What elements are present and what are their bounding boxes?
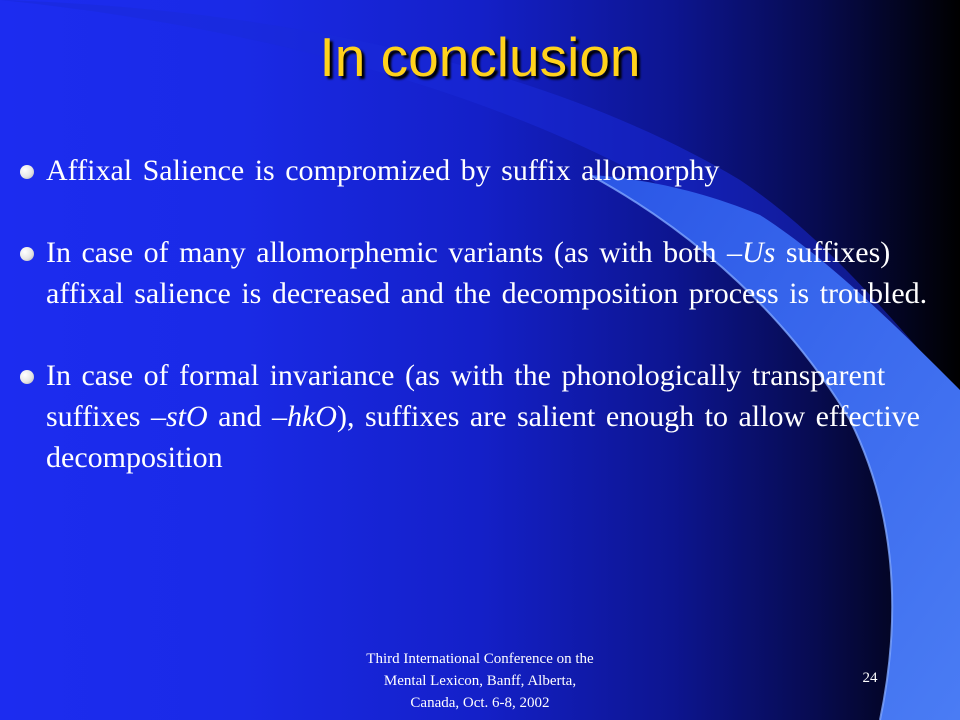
bullet-icon bbox=[20, 247, 34, 261]
footer-line: Third International Conference on the bbox=[366, 651, 594, 667]
bullet-item bbox=[20, 355, 950, 478]
bullet-text-segment: and bbox=[207, 400, 272, 433]
slide-title: In conclusion bbox=[319, 26, 641, 88]
bullet-text-segment: –hkO bbox=[271, 400, 337, 433]
bullet-list bbox=[20, 150, 950, 519]
footer-line: Canada, Oct. 6-8, 2002 bbox=[410, 695, 550, 711]
bullet-text-segment: Affixal Salience is compromized by suffix allomorphy bbox=[46, 154, 720, 187]
page-number: 24 bbox=[862, 670, 878, 686]
footer-line: Mental Lexicon, Banff, Alberta, bbox=[383, 673, 577, 689]
bullet-text-segment: In case of formal invariance (as with the phonologically transparent suffixes bbox=[46, 359, 886, 433]
bullet-item bbox=[20, 232, 950, 314]
bullet-text-segment: suffixes) affixal salience is decreased and the decomposition process is troubled. bbox=[46, 236, 928, 310]
bullet-text-segment: –stO bbox=[150, 400, 208, 433]
bullet-text-segment: In case of many allomorphemic variants (as with both bbox=[46, 236, 727, 269]
bullet-text-segment: –Us bbox=[726, 236, 776, 269]
footer bbox=[300, 648, 660, 714]
bullet-icon bbox=[20, 370, 34, 384]
bullet-item bbox=[20, 150, 950, 191]
bullet-text-segment: ), suffixes are salient enough to allow effective decomposition bbox=[46, 400, 920, 474]
bullet-icon bbox=[20, 165, 34, 179]
